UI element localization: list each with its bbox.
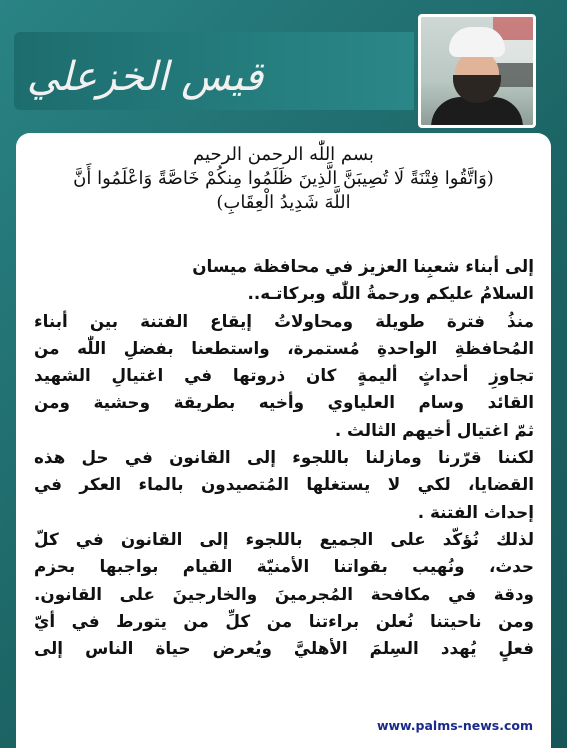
portrait-photo [418,14,536,128]
body-line: القضايا، لكي لا يستغلها المُتصيدون بالماء العكر في [34,474,534,495]
body-line: ثمّ اغتيال أخيهم الثالث . [334,419,534,440]
body-line: القائد وسام العلياوي وأخيه بطريقة وحشية ومن [34,392,534,413]
body-line: إحداث الفتنة . [417,501,534,522]
opening-block [46,143,521,215]
verse-line-1: (وَاتَّقُوا فِتْنَةً لَا تُصِيبَنَّ الَّذِينَ ظَلَمُوا مِنكُمْ خَاصَّةً وَاعْلَمُوا أَنَّ [73,168,494,189]
body-line: لذلك نُؤكّد على الجميع باللجوء إلى القانون في كلّ [34,528,534,549]
portrait-turban [449,27,505,57]
body-line: منذُ فترة طويلة ومحاولاتُ إيقاع الفتنة بين أبناء [34,310,534,331]
statement-panel [16,133,551,748]
body-line: فعلٍ يُهدد السِلمَ الأهليَّ ويُعرض حياة الناس إلى [34,638,534,659]
statement-body [34,253,534,662]
body-line: السلامُ عليكم ورحمةُ اللّٰه وبركاتـه.. [247,283,534,304]
body-line: ودقة في مكافحة المُجرمينَ والخارجينَ على القانون. [34,583,534,604]
verse-line-2: اللَّهَ شَدِيدُ الْعِقَابِ) [216,192,351,213]
header [0,14,567,122]
site-watermark: www.palms-news.com [373,717,537,734]
body-line: إلى أبناء شعبِنا العزيز في محافظة ميسان [192,256,534,276]
bismillah: بسم اللّٰه الرحمن الرحيم [193,144,374,165]
body-line: حدث، ونُهيب بقواتنا الأمنيّة القيام بواجبها بحزم [34,556,534,577]
body-line: ومن ناحيتنا نُعلن براءتنا من كلِّ من يتورط في أيّ [34,610,534,631]
body-line: تجاوزِ أحداثٍ أليمةٍ كان ذروتها في اغتيالِ الشهيد [34,365,534,386]
body-line: لكننا قرّرنا ومازلنا باللجوء إلى القانون في حل هذه [34,447,534,468]
body-line: المُحافظةِ الواحدةِ مُستمرة، واستطعنا بفضلِ اللّٰه من [34,337,534,358]
signature-logo: قيس الخزعلي [26,54,264,100]
